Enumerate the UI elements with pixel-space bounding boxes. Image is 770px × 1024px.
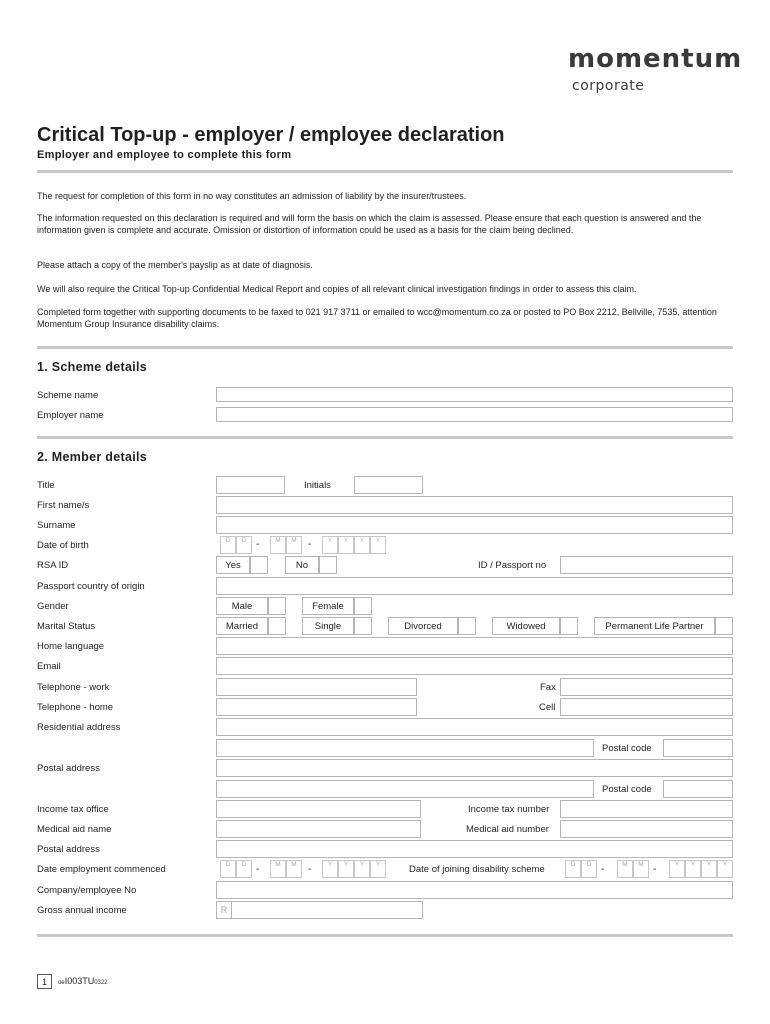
rsa-id-no-checkbox[interactable] <box>319 556 337 574</box>
label-id-passport: ID / Passport no <box>478 560 547 571</box>
page-subtitle: Employer and employee to complete this form <box>37 149 292 161</box>
joining-year-4[interactable]: Y <box>717 860 733 878</box>
fax-input[interactable] <box>560 678 733 696</box>
momentum-logo: momentum <box>568 44 743 74</box>
passport-country-input[interactable] <box>216 577 733 595</box>
page-number: 1 <box>37 974 52 989</box>
dob-year-4[interactable]: Y <box>370 536 386 554</box>
marital-partner-label: Permanent Life Partner <box>594 617 715 635</box>
joining-month-2[interactable]: M <box>633 860 649 878</box>
residential-postal-code-input[interactable] <box>663 739 733 757</box>
divider <box>37 346 733 349</box>
label-residential-address: Residential address <box>37 722 121 733</box>
residential-address-line1[interactable] <box>216 718 733 736</box>
currency-symbol: R <box>216 901 232 919</box>
postal-address-line1[interactable] <box>216 759 733 777</box>
rsa-id-yes-checkbox[interactable] <box>250 556 268 574</box>
cell-input[interactable] <box>560 698 733 716</box>
paragraph-payslip: Please attach a copy of the member's payslip as at date of diagnosis. <box>37 260 313 270</box>
label-rsa-id: RSA ID <box>37 560 69 571</box>
label-postal-address-2: Postal address <box>37 844 100 855</box>
employment-year-3[interactable]: Y <box>354 860 370 878</box>
postal-address-line2[interactable] <box>216 780 594 798</box>
initials-input[interactable] <box>354 476 423 494</box>
employment-month-2[interactable]: M <box>286 860 302 878</box>
label-income-tax-office: Income tax office <box>37 804 109 815</box>
gender-female-label: Female <box>302 597 354 615</box>
label-email: Email <box>37 661 61 672</box>
paragraph-submission: Completed form together with supporting documents to be faxed to 021 917 3711 or emailed to wcc@momentum.co.za or posted to PO Box 2212, Bellville, 7535, attention Momentum Group Insurance disability claims. <box>37 307 717 329</box>
residential-address-line2[interactable] <box>216 739 594 757</box>
divider <box>37 436 733 439</box>
employment-separator: - <box>256 864 260 875</box>
gender-male-label: Male <box>216 597 268 615</box>
joining-year-1[interactable]: Y <box>669 860 685 878</box>
divider <box>37 170 733 173</box>
label-company-employee-no: Company/employee No <box>37 885 137 896</box>
marital-married-label: Married <box>216 617 268 635</box>
rsa-id-yes-label: Yes <box>216 556 250 574</box>
label-postal-address: Postal address <box>37 763 100 774</box>
home-language-input[interactable] <box>216 637 733 655</box>
marital-widowed-label: Widowed <box>492 617 560 635</box>
joining-day-2[interactable]: D <box>581 860 597 878</box>
label-passport-country: Passport country of origin <box>37 581 145 592</box>
marital-divorced-checkbox[interactable] <box>458 617 476 635</box>
label-medical-aid-name: Medical aid name <box>37 824 112 835</box>
dob-day-2[interactable]: D <box>236 536 252 554</box>
employer-name-input[interactable] <box>216 407 733 422</box>
employment-year-4[interactable]: Y <box>370 860 386 878</box>
dob-year-3[interactable]: Y <box>354 536 370 554</box>
id-passport-input[interactable] <box>560 556 733 574</box>
marital-divorced-label: Divorced <box>388 617 458 635</box>
telephone-work-input[interactable] <box>216 678 417 696</box>
marital-married-checkbox[interactable] <box>268 617 286 635</box>
marital-partner-checkbox[interactable] <box>715 617 733 635</box>
joining-year-2[interactable]: Y <box>685 860 701 878</box>
marital-single-label: Single <box>302 617 354 635</box>
divider <box>37 934 733 937</box>
company-employee-no-input[interactable] <box>216 881 733 899</box>
employment-year-1[interactable]: Y <box>322 860 338 878</box>
label-gross-annual-income: Gross annual income <box>37 905 127 916</box>
label-employer-name: Employer name <box>37 410 104 421</box>
joining-year-3[interactable]: Y <box>701 860 717 878</box>
joining-separator: - <box>653 864 657 875</box>
label-date-of-birth: Date of birth <box>37 540 89 551</box>
employment-day-2[interactable]: D <box>236 860 252 878</box>
logo-subtitle: corporate <box>572 78 645 94</box>
paragraph-information: The information requested on this declaration is required and will form the basis on which the claim is assessed. Please ensure that each question is answered and the information given is complete and accurate. Omission or distortion of information could be used as a basis for the claim being declined. <box>37 213 702 235</box>
label-telephone-work: Telephone - work <box>37 682 110 693</box>
joining-day-1[interactable]: D <box>565 860 581 878</box>
label-postal-postal-code: Postal code <box>602 784 652 795</box>
employment-month-1[interactable]: M <box>270 860 286 878</box>
income-tax-number-input[interactable] <box>560 800 733 818</box>
label-gender: Gender <box>37 601 69 612</box>
form-code <box>58 976 108 986</box>
label-residential-postal-code: Postal code <box>602 743 652 754</box>
label-marital-status: Marital Status <box>37 621 96 632</box>
form-code-prefix: oe <box>58 980 65 986</box>
label-income-tax-number: Income tax number <box>468 804 550 815</box>
joining-separator: - <box>601 864 605 875</box>
employment-day-1[interactable]: D <box>220 860 236 878</box>
gender-female-checkbox[interactable] <box>354 597 372 615</box>
gender-male-checkbox[interactable] <box>268 597 286 615</box>
form-code-suffix: 0322 <box>94 980 108 986</box>
title-input[interactable] <box>216 476 285 494</box>
paragraph-liability: The request for completion of this form in no way constitutes an admission of liability by the insurer/trustees. <box>37 191 467 201</box>
label-first-names: First name/s <box>37 500 90 511</box>
medical-aid-number-input[interactable] <box>560 820 733 838</box>
dob-year-1[interactable]: Y <box>322 536 338 554</box>
employment-separator: - <box>308 864 312 875</box>
label-title: Title <box>37 480 55 491</box>
income-tax-office-input[interactable] <box>216 800 421 818</box>
joining-month-1[interactable]: M <box>617 860 633 878</box>
marital-single-checkbox[interactable] <box>354 617 372 635</box>
label-cell: Cell <box>539 702 556 713</box>
postal-postal-code-input[interactable] <box>663 780 733 798</box>
medical-aid-name-input[interactable] <box>216 820 421 838</box>
dob-separator: - <box>256 539 260 550</box>
gross-annual-income-input[interactable] <box>231 901 423 919</box>
label-scheme-name: Scheme name <box>37 390 99 401</box>
scheme-name-input[interactable] <box>216 387 733 402</box>
label-medical-aid-number: Medical aid number <box>466 824 549 835</box>
dob-year-2[interactable]: Y <box>338 536 354 554</box>
label-date-joining: Date of joining disability scheme <box>409 864 545 875</box>
paragraph-medical-report: We will also require the Critical Top-up Confidential Medical Report and copies of all relevant clinical investigation findings in order to assess this claim. <box>37 284 637 294</box>
employment-year-2[interactable]: Y <box>338 860 354 878</box>
label-surname: Surname <box>37 520 76 531</box>
page-title: Critical Top-up - employer / employee declaration <box>37 124 505 146</box>
label-home-language: Home language <box>37 641 105 652</box>
surname-input[interactable] <box>216 516 733 534</box>
label-fax: Fax <box>540 682 556 693</box>
section-scheme-details-heading: 1. Scheme details <box>37 360 148 374</box>
marital-widowed-checkbox[interactable] <box>560 617 578 635</box>
label-date-employment: Date employment commenced <box>37 864 166 875</box>
rsa-id-no-label: No <box>285 556 319 574</box>
dob-day-1[interactable]: D <box>220 536 236 554</box>
telephone-home-input[interactable] <box>216 698 417 716</box>
section-member-details-heading: 2. Member details <box>37 450 148 464</box>
dob-separator: - <box>308 539 312 550</box>
first-names-input[interactable] <box>216 496 733 514</box>
postal-address-2-input[interactable] <box>216 840 733 858</box>
label-telephone-home: Telephone - home <box>37 702 114 713</box>
email-input[interactable] <box>216 657 733 675</box>
form-code-main: I003TU <box>64 976 95 986</box>
dob-month-1[interactable]: M <box>270 536 286 554</box>
dob-month-2[interactable]: M <box>286 536 302 554</box>
label-initials: Initials <box>304 480 331 491</box>
